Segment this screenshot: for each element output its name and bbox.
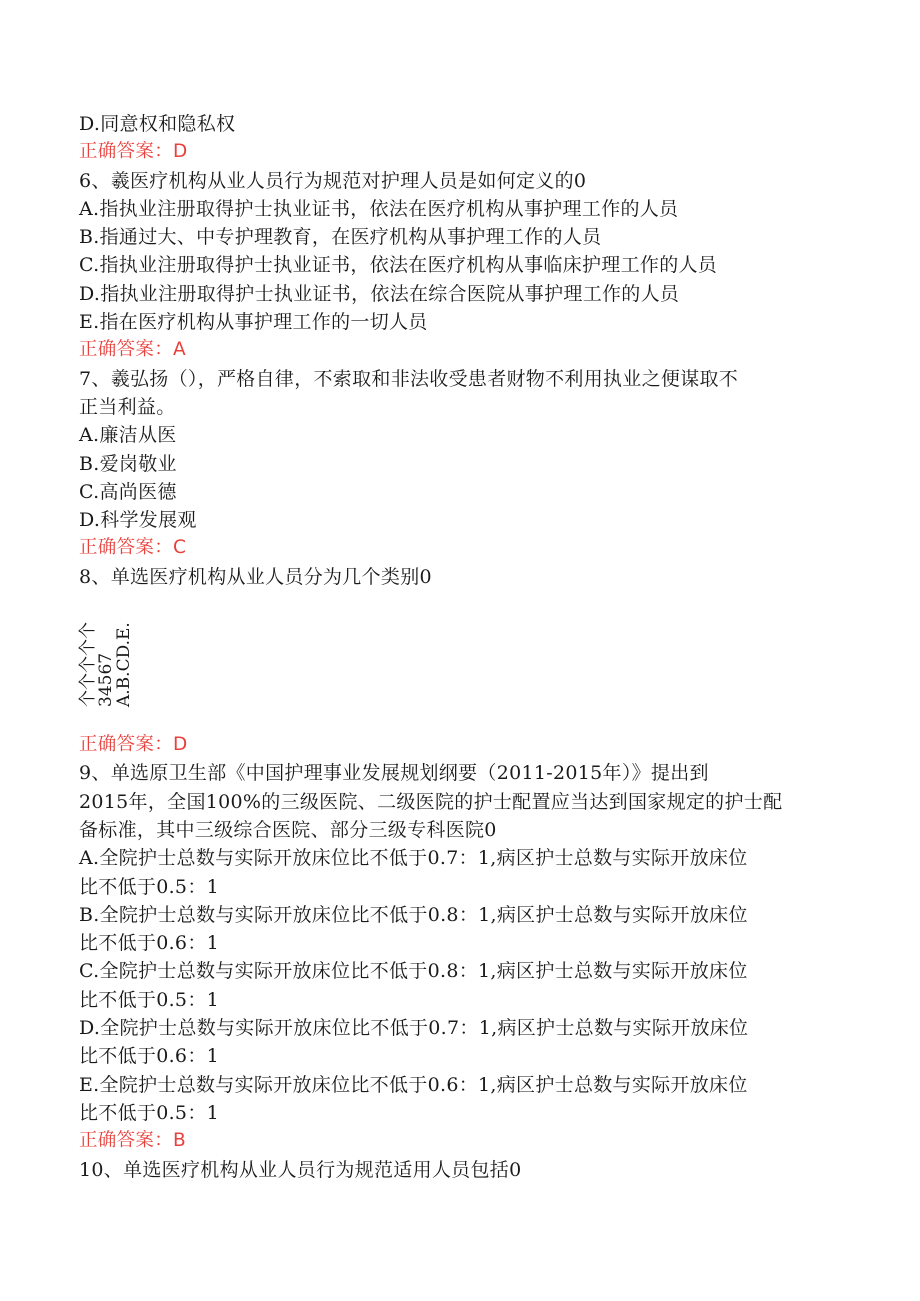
q6-answer: 正确答案：A xyxy=(79,339,186,361)
q6-option-a: A.指执业注册取得护士执业证书，依法在医疗机构从事护理工作的人员 xyxy=(79,197,679,220)
q9-question-line-3: 备标准，其中三级综合医院、部分三级专科医院0 xyxy=(79,818,497,841)
q6-option-b: B.指通过大、中专护理教育，在医疗机构从事护理工作的人员 xyxy=(79,226,602,249)
q7-option-d: D.科学发展观 xyxy=(79,509,197,532)
q9-option-a-line-2: 比不低于0.5：1 xyxy=(79,875,220,898)
q9-question-line-1: 9、单选原卫生部《中国护理事业发展规划纲要（2011-2015年）》提出到 xyxy=(79,762,709,785)
q9-option-b-line-1: B.全院护士总数与实际开放床位比不低于0.8：1,病区护士总数与实际开放床位 xyxy=(79,903,748,926)
q9-option-d-line-2: 比不低于0.6：1 xyxy=(79,1045,220,1068)
q9-question-line-2: 2015年，全国100%的三级医院、二级医院的护士配置应当达到国家规定的护士配 xyxy=(79,790,783,813)
q9-option-e-line-1: E.全院护士总数与实际开放床位比不低于0.6：1,病区护士总数与实际开放床位 xyxy=(79,1073,748,1096)
q9-option-b-line-2: 比不低于0.6：1 xyxy=(79,932,220,955)
q7-question-line-1: 7、羲弘扬（），严格自律，不索取和非法收受患者财物不利用执业之便谋取不 xyxy=(79,367,739,390)
q9-option-c-line-1: C.全院护士总数与实际开放床位比不低于0.8：1,病区护士总数与实际开放床位 xyxy=(79,960,748,983)
q8-question: 8、单选医疗机构从业人员分为几个类别0 xyxy=(79,565,432,588)
q7-option-c: C.高尚医德 xyxy=(79,480,177,503)
q9-option-d-line-1: D.全院护士总数与实际开放床位比不低于0.7：1,病区护士总数与实际开放床位 xyxy=(79,1017,749,1040)
q6-option-d: D.指执业注册取得护士执业证书，依法在综合医院从事护理工作的人员 xyxy=(79,282,680,305)
q5-option-d: D.同意权和隐私权 xyxy=(79,113,236,135)
q10-question: 10、单选医疗机构从业人员行为规范适用人员包括0 xyxy=(79,1158,522,1181)
q8-rotated-text xyxy=(79,622,133,707)
q8-answer: 正确答案：D xyxy=(79,734,188,756)
q8-rotated-line-3: A.B.CD.E. xyxy=(114,622,134,708)
q8-rotated-line-2: 34567 xyxy=(96,652,116,708)
q6-option-c: C.指执业注册取得护士执业证书，依法在医疗机构从事临床护理工作的人员 xyxy=(79,254,718,277)
q7-question-line-2: 正当利益。 xyxy=(79,395,176,418)
q9-option-c-line-2: 比不低于0.5：1 xyxy=(79,988,220,1011)
q5-answer: 正确答案：D xyxy=(79,141,188,163)
q8-rotated-options xyxy=(79,591,859,731)
q9-option-a-line-1: A.全院护士总数与实际开放床位比不低于0.7：1,病区护士总数与实际开放床位 xyxy=(79,847,748,870)
q7-answer: 正确答案：C xyxy=(79,537,187,559)
q6-option-e: E.指在医疗机构从事护理工作的一切人员 xyxy=(79,311,428,334)
document-body xyxy=(79,110,859,1184)
q6-question: 6、羲医疗机构从业人员行为规范对护理人员是如何定义的0 xyxy=(79,169,587,192)
q7-option-a: A.廉洁从医 xyxy=(79,424,177,447)
q7-option-b: B.爱岗敬业 xyxy=(79,452,177,475)
q8-rotated-line-1: 个个个个个 xyxy=(78,622,98,708)
q9-answer: 正确答案：B xyxy=(79,1130,186,1152)
q9-option-e-line-2: 比不低于0.5：1 xyxy=(79,1101,220,1124)
